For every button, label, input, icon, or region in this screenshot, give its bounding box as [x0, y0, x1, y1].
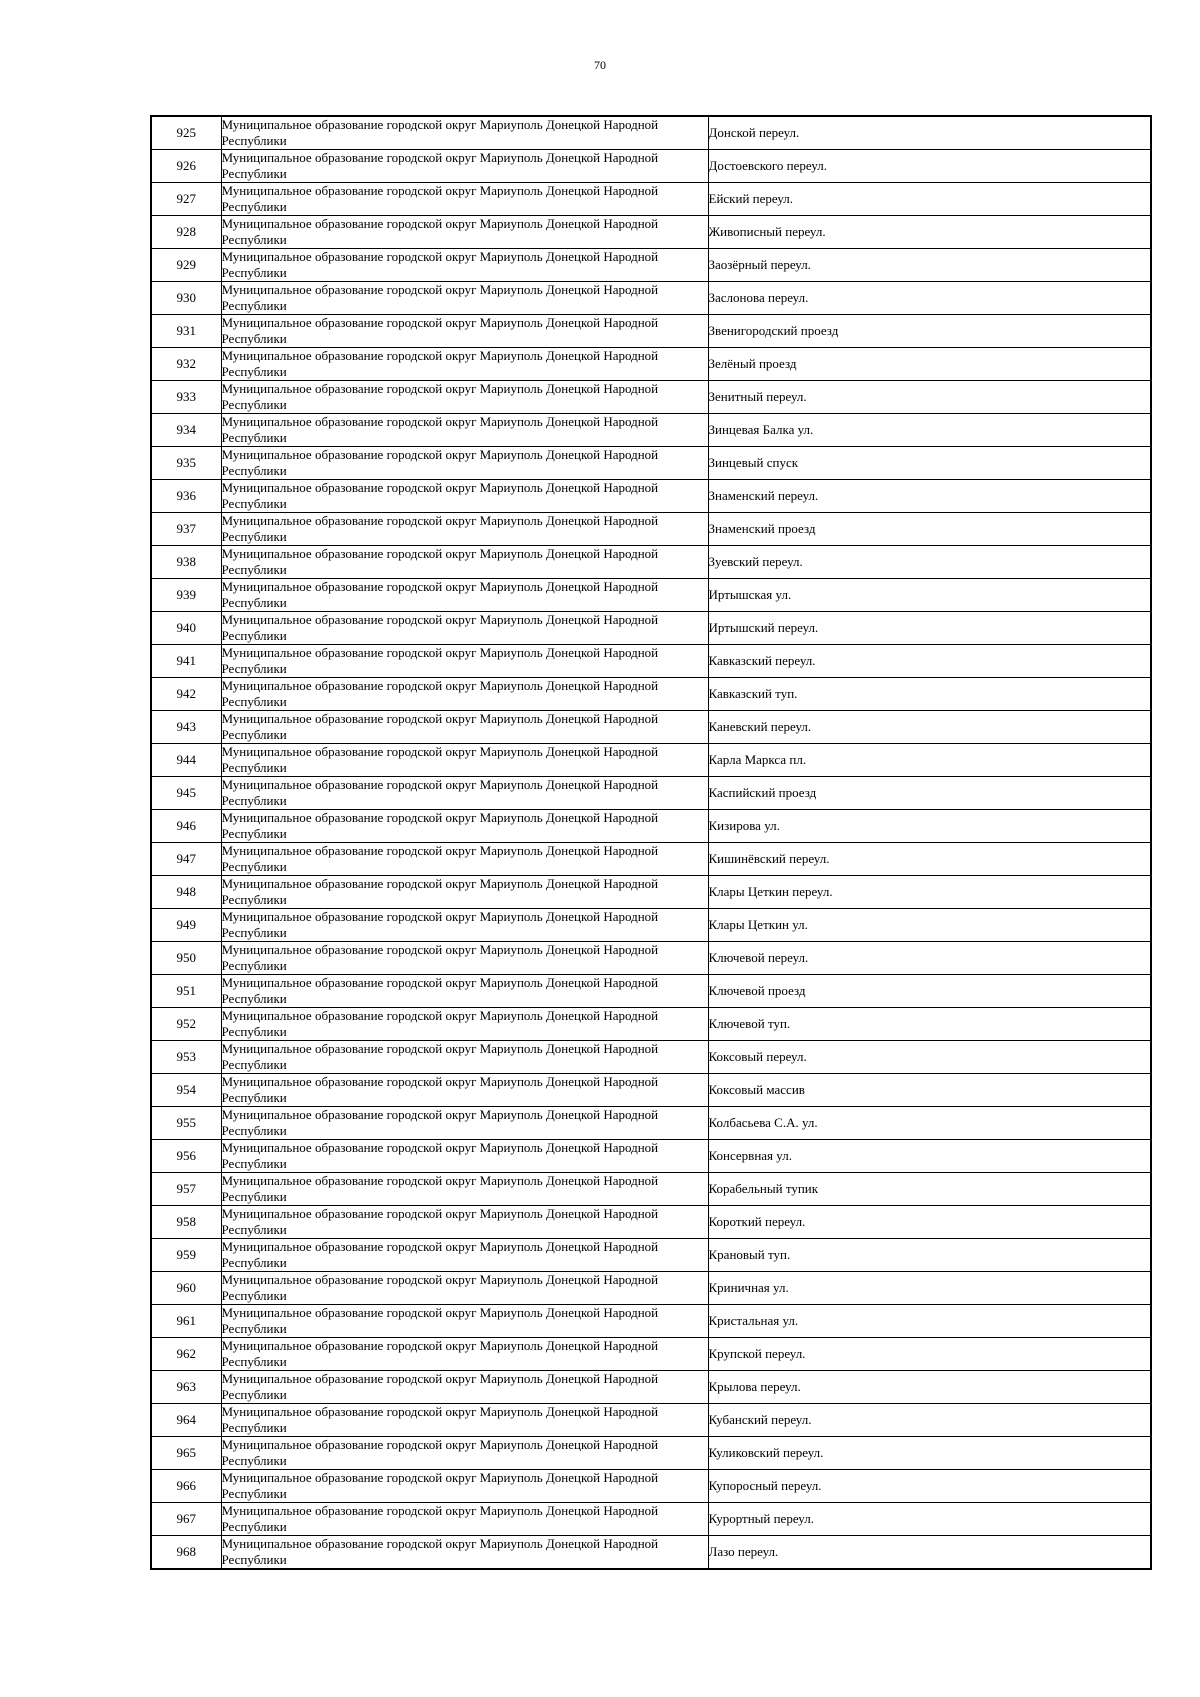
street-name: Короткий переул.	[708, 1206, 1151, 1239]
street-name: Достоевского переул.	[708, 150, 1151, 183]
municipality-name: Муниципальное образование городской округ Мариуполь Донецкой Народной Республики	[221, 579, 708, 612]
municipality-name: Муниципальное образование городской округ Мариуполь Донецкой Народной Республики	[221, 216, 708, 249]
municipality-name: Муниципальное образование городской округ Мариуполь Донецкой Народной Республики	[221, 116, 708, 150]
row-number: 944	[151, 744, 221, 777]
row-number: 941	[151, 645, 221, 678]
street-name: Зинцевая Балка ул.	[708, 414, 1151, 447]
row-number: 967	[151, 1503, 221, 1536]
row-number: 926	[151, 150, 221, 183]
municipality-name: Муниципальное образование городской округ Мариуполь Донецкой Народной Республики	[221, 777, 708, 810]
table-row	[151, 1437, 1151, 1470]
table-row	[151, 744, 1151, 777]
row-number: 953	[151, 1041, 221, 1074]
table-row	[151, 843, 1151, 876]
row-number: 959	[151, 1239, 221, 1272]
row-number: 958	[151, 1206, 221, 1239]
row-number: 929	[151, 249, 221, 282]
municipality-name: Муниципальное образование городской округ Мариуполь Донецкой Народной Республики	[221, 1008, 708, 1041]
street-name: Зенитный переул.	[708, 381, 1151, 414]
row-number: 952	[151, 1008, 221, 1041]
municipality-name: Муниципальное образование городской округ Мариуполь Донецкой Народной Республики	[221, 315, 708, 348]
municipality-name: Муниципальное образование городской округ Мариуполь Донецкой Народной Республики	[221, 282, 708, 315]
municipality-name: Муниципальное образование городской округ Мариуполь Донецкой Народной Республики	[221, 480, 708, 513]
municipality-name: Муниципальное образование городской округ Мариуполь Донецкой Народной Республики	[221, 348, 708, 381]
street-name: Кавказский переул.	[708, 645, 1151, 678]
street-name: Каспийский проезд	[708, 777, 1151, 810]
table-row	[151, 1173, 1151, 1206]
street-name: Кавказский туп.	[708, 678, 1151, 711]
table-row	[151, 249, 1151, 282]
street-name: Знаменский проезд	[708, 513, 1151, 546]
street-name: Зелёный проезд	[708, 348, 1151, 381]
municipality-name: Муниципальное образование городской округ Мариуполь Донецкой Народной Республики	[221, 1206, 708, 1239]
table-row	[151, 414, 1151, 447]
row-number: 957	[151, 1173, 221, 1206]
table-row	[151, 150, 1151, 183]
street-name: Кишинёвский переул.	[708, 843, 1151, 876]
municipality-name: Муниципальное образование городской округ Мариуполь Донецкой Народной Республики	[221, 1338, 708, 1371]
row-number: 938	[151, 546, 221, 579]
row-number: 928	[151, 216, 221, 249]
street-name: Купоросный переул.	[708, 1470, 1151, 1503]
table-row	[151, 116, 1151, 150]
row-number: 931	[151, 315, 221, 348]
street-name: Клары Цеткин ул.	[708, 909, 1151, 942]
row-number: 939	[151, 579, 221, 612]
table-row	[151, 1074, 1151, 1107]
registry-body	[151, 116, 1151, 1569]
municipality-name: Муниципальное образование городской округ Мариуполь Донецкой Народной Республики	[221, 1107, 708, 1140]
row-number: 943	[151, 711, 221, 744]
street-name: Лазо переул.	[708, 1536, 1151, 1570]
row-number: 968	[151, 1536, 221, 1570]
table-row	[151, 777, 1151, 810]
municipality-name: Муниципальное образование городской округ Мариуполь Донецкой Народной Республики	[221, 1239, 708, 1272]
row-number: 955	[151, 1107, 221, 1140]
table-row	[151, 579, 1151, 612]
row-number: 966	[151, 1470, 221, 1503]
street-name: Зинцевый спуск	[708, 447, 1151, 480]
municipality-name: Муниципальное образование городской округ Мариуполь Донецкой Народной Республики	[221, 612, 708, 645]
table-row	[151, 876, 1151, 909]
street-name: Ключевой проезд	[708, 975, 1151, 1008]
table-row	[151, 447, 1151, 480]
row-number: 963	[151, 1371, 221, 1404]
street-name: Коксовый массив	[708, 1074, 1151, 1107]
row-number: 937	[151, 513, 221, 546]
street-name: Кристальная ул.	[708, 1305, 1151, 1338]
table-row	[151, 216, 1151, 249]
street-name: Ключевой переул.	[708, 942, 1151, 975]
municipality-name: Муниципальное образование городской округ Мариуполь Донецкой Народной Республики	[221, 1503, 708, 1536]
row-number: 948	[151, 876, 221, 909]
municipality-name: Муниципальное образование городской округ Мариуполь Донецкой Народной Республики	[221, 1074, 708, 1107]
table-row	[151, 1470, 1151, 1503]
row-number: 942	[151, 678, 221, 711]
row-number: 954	[151, 1074, 221, 1107]
municipality-name: Муниципальное образование городской округ Мариуполь Донецкой Народной Республики	[221, 909, 708, 942]
street-name: Заозёрный переул.	[708, 249, 1151, 282]
row-number: 960	[151, 1272, 221, 1305]
street-name: Каневский переул.	[708, 711, 1151, 744]
street-name: Курортный переул.	[708, 1503, 1151, 1536]
table-row	[151, 975, 1151, 1008]
municipality-name: Муниципальное образование городской округ Мариуполь Донецкой Народной Республики	[221, 1470, 708, 1503]
row-number: 947	[151, 843, 221, 876]
municipality-name: Муниципальное образование городской округ Мариуполь Донецкой Народной Республики	[221, 414, 708, 447]
municipality-name: Муниципальное образование городской округ Мариуполь Донецкой Народной Республики	[221, 810, 708, 843]
table-row	[151, 1272, 1151, 1305]
row-number: 964	[151, 1404, 221, 1437]
municipality-name: Муниципальное образование городской округ Мариуполь Донецкой Народной Республики	[221, 744, 708, 777]
street-name: Ключевой туп.	[708, 1008, 1151, 1041]
street-name: Заслонова переул.	[708, 282, 1151, 315]
row-number: 925	[151, 116, 221, 150]
row-number: 950	[151, 942, 221, 975]
municipality-name: Муниципальное образование городской округ Мариуполь Донецкой Народной Республики	[221, 711, 708, 744]
street-registry-table	[150, 115, 1152, 1570]
municipality-name: Муниципальное образование городской округ Мариуполь Донецкой Народной Республики	[221, 1371, 708, 1404]
table-row	[151, 711, 1151, 744]
municipality-name: Муниципальное образование городской округ Мариуполь Донецкой Народной Республики	[221, 1041, 708, 1074]
municipality-name: Муниципальное образование городской округ Мариуполь Донецкой Народной Республики	[221, 645, 708, 678]
street-name: Зуевский переул.	[708, 546, 1151, 579]
municipality-name: Муниципальное образование городской округ Мариуполь Донецкой Народной Республики	[221, 843, 708, 876]
row-number: 935	[151, 447, 221, 480]
table-row	[151, 1305, 1151, 1338]
table-row	[151, 1338, 1151, 1371]
street-name: Колбасьева С.А. ул.	[708, 1107, 1151, 1140]
street-name: Иртышская ул.	[708, 579, 1151, 612]
street-name: Клары Цеткин переул.	[708, 876, 1151, 909]
table-row	[151, 1404, 1151, 1437]
row-number: 932	[151, 348, 221, 381]
row-number: 961	[151, 1305, 221, 1338]
table-row	[151, 1503, 1151, 1536]
table-row	[151, 1107, 1151, 1140]
table-row	[151, 612, 1151, 645]
municipality-name: Муниципальное образование городской округ Мариуполь Донецкой Народной Республики	[221, 678, 708, 711]
street-name: Донской переул.	[708, 116, 1151, 150]
municipality-name: Муниципальное образование городской округ Мариуполь Донецкой Народной Республики	[221, 381, 708, 414]
table-row	[151, 678, 1151, 711]
municipality-name: Муниципальное образование городской округ Мариуполь Донецкой Народной Республики	[221, 150, 708, 183]
table-row	[151, 1206, 1151, 1239]
table-row	[151, 1371, 1151, 1404]
row-number: 956	[151, 1140, 221, 1173]
table-row	[151, 1140, 1151, 1173]
municipality-name: Муниципальное образование городской округ Мариуполь Донецкой Народной Республики	[221, 975, 708, 1008]
row-number: 940	[151, 612, 221, 645]
municipality-name: Муниципальное образование городской округ Мариуполь Донецкой Народной Республики	[221, 513, 708, 546]
row-number: 962	[151, 1338, 221, 1371]
street-name: Корабельный тупик	[708, 1173, 1151, 1206]
municipality-name: Муниципальное образование городской округ Мариуполь Донецкой Народной Республики	[221, 447, 708, 480]
table-row	[151, 1008, 1151, 1041]
table-row	[151, 1041, 1151, 1074]
table-row	[151, 348, 1151, 381]
street-name: Кубанский переул.	[708, 1404, 1151, 1437]
row-number: 946	[151, 810, 221, 843]
table-row	[151, 381, 1151, 414]
municipality-name: Муниципальное образование городской округ Мариуполь Донецкой Народной Республики	[221, 942, 708, 975]
municipality-name: Муниципальное образование городской округ Мариуполь Донецкой Народной Республики	[221, 1305, 708, 1338]
table-row	[151, 183, 1151, 216]
table-row	[151, 645, 1151, 678]
page-number: 70	[594, 58, 606, 72]
row-number: 945	[151, 777, 221, 810]
street-name: Знаменский переул.	[708, 480, 1151, 513]
municipality-name: Муниципальное образование городской округ Мариуполь Донецкой Народной Республики	[221, 183, 708, 216]
street-name: Иртышский переул.	[708, 612, 1151, 645]
street-name: Коксовый переул.	[708, 1041, 1151, 1074]
municipality-name: Муниципальное образование городской округ Мариуполь Донецкой Народной Республики	[221, 1173, 708, 1206]
street-name: Живописный переул.	[708, 216, 1151, 249]
municipality-name: Муниципальное образование городской округ Мариуполь Донецкой Народной Республики	[221, 1437, 708, 1470]
row-number: 933	[151, 381, 221, 414]
row-number: 965	[151, 1437, 221, 1470]
table-row	[151, 282, 1151, 315]
street-name: Ейский переул.	[708, 183, 1151, 216]
row-number: 927	[151, 183, 221, 216]
municipality-name: Муниципальное образование городской округ Мариуполь Донецкой Народной Республики	[221, 1404, 708, 1437]
table-row	[151, 1536, 1151, 1570]
table-row	[151, 315, 1151, 348]
row-number: 934	[151, 414, 221, 447]
municipality-name: Муниципальное образование городской округ Мариуполь Донецкой Народной Республики	[221, 1272, 708, 1305]
table-row	[151, 942, 1151, 975]
street-name: Консервная ул.	[708, 1140, 1151, 1173]
municipality-name: Муниципальное образование городской округ Мариуполь Донецкой Народной Республики	[221, 876, 708, 909]
street-name: Криничная ул.	[708, 1272, 1151, 1305]
street-name: Кизирова ул.	[708, 810, 1151, 843]
municipality-name: Муниципальное образование городской округ Мариуполь Донецкой Народной Республики	[221, 1140, 708, 1173]
table-row	[151, 810, 1151, 843]
table-row	[151, 546, 1151, 579]
row-number: 951	[151, 975, 221, 1008]
municipality-name: Муниципальное образование городской округ Мариуполь Донецкой Народной Республики	[221, 249, 708, 282]
table-row	[151, 480, 1151, 513]
municipality-name: Муниципальное образование городской округ Мариуполь Донецкой Народной Республики	[221, 1536, 708, 1570]
table-row	[151, 909, 1151, 942]
table-row	[151, 1239, 1151, 1272]
row-number: 930	[151, 282, 221, 315]
street-name: Крановый туп.	[708, 1239, 1151, 1272]
municipality-name: Муниципальное образование городской округ Мариуполь Донецкой Народной Республики	[221, 546, 708, 579]
row-number: 936	[151, 480, 221, 513]
row-number: 949	[151, 909, 221, 942]
street-name: Крупской переул.	[708, 1338, 1151, 1371]
table-row	[151, 513, 1151, 546]
street-name: Куликовский переул.	[708, 1437, 1151, 1470]
street-name: Карла Маркса пл.	[708, 744, 1151, 777]
street-name: Звенигородский проезд	[708, 315, 1151, 348]
street-name: Крылова переул.	[708, 1371, 1151, 1404]
